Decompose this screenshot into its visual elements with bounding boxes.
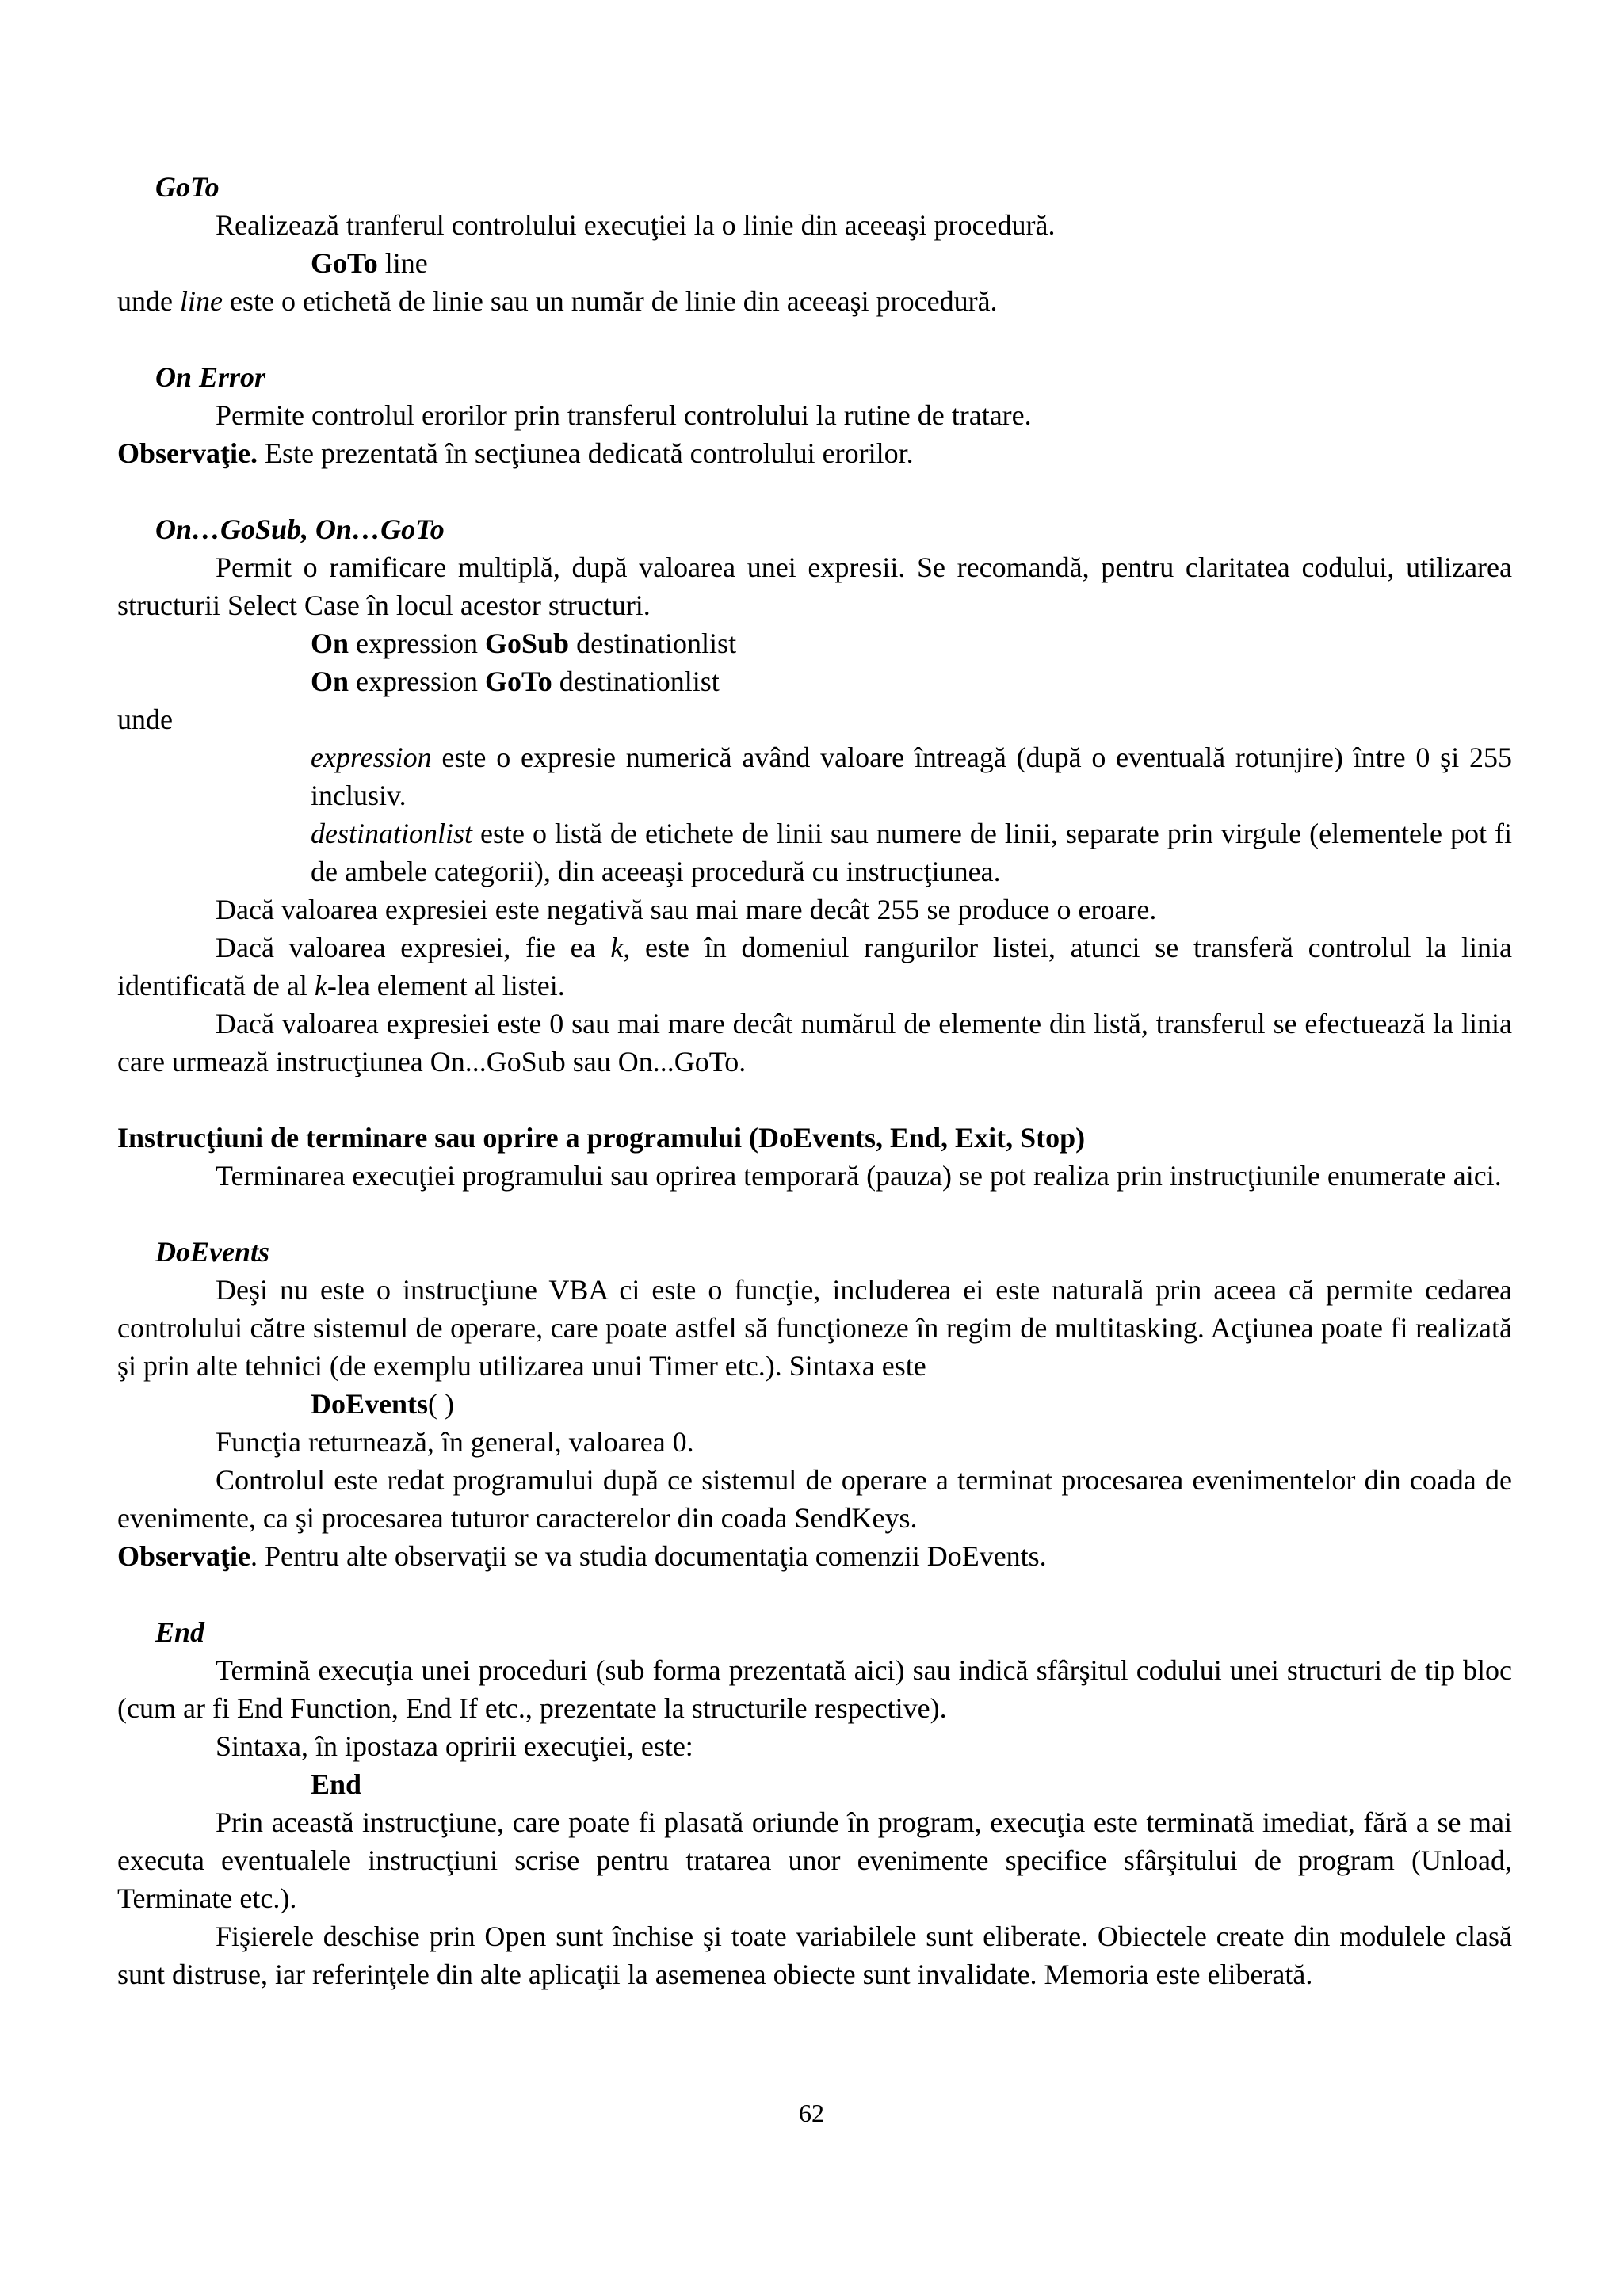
syntax-destinationlist: destinationlist [552,666,720,697]
goto-syntax-keyword: GoTo [311,247,378,279]
doevents-description: Deşi nu este o instrucţiune VBA ci este o funcţie, includerea ei este naturală prin aceea că permite cedarea controlului către sistemul de operare, care poate astfel să funcţioneze în regim de multitasking. Acţiunea poate fi realizată şi prin alte tehnici (de exemplu utilizarea unui Timer etc.). Sintaxa este [117,1274,1512,1382]
onerror-description: Permite controlul erorilor prin transferul controlului la rutine de tratare. [216,399,1032,431]
doevents-observation [117,1537,1512,1575]
termination-description: Terminarea execuţiei programului sau oprirea temporară (pauza) se pot realiza prin instrucţiunile enumerate aici. [216,1160,1502,1192]
ongosub-unde: unde [117,704,173,735]
def-text: este o listă de etichete de linii sau numere de linii, separate prin virgule (elementele pot fi de ambele categorii), din aceeaşi procedură cu instrucţiunea. [311,818,1512,887]
end-syntax [311,1765,1512,1803]
var-k: k [314,970,327,1001]
end-paragraph-2: Prin această instrucţiune, care poate fi plasată oriunde în program, execuţia este terminată imediat, fără a se mai executa eventualele instrucţiuni scrise pentru tratarea unor evenimente specifice sfârşitului de program (Unload, Terminate etc.). [117,1806,1512,1914]
syntax-expression: expression [349,666,485,697]
goto-heading: GoTo [155,171,220,203]
onerror-obs-label: Observaţie. [117,437,258,469]
syntax-keyword: End [311,1768,362,1800]
def-text: este o expresie numerică având valoare întreagă (după o eventuală rotunjire) între 0 şi 255 inclusiv. [311,742,1512,811]
doevents-heading: DoEvents [155,1236,269,1268]
ongosub-paragraph-2 [117,929,1512,1005]
end-heading: End [155,1616,205,1648]
ongosub-heading: On…GoSub, On…GoTo [155,513,445,545]
goto-where-prefix: unde [117,285,180,317]
syntax-expression: expression [349,627,485,659]
goto-where-term: line [179,285,223,317]
text: -lea element al listei. [327,970,565,1001]
syntax-keyword-goto: GoTo [485,666,552,697]
termination-heading: Instrucţiuni de terminare sau oprire a programului (DoEvents, End, Exit, Stop) [117,1122,1086,1154]
page-content [117,168,1512,1993]
goto-syntax-arg: line [377,247,428,279]
doevents-paragraph-1: Funcţia returnează, în general, valoarea 0. [216,1426,694,1458]
ongosub-paragraph-1: Dacă valoarea expresiei este negativă sau mai mare decât 255 se produce o eroare. [216,894,1157,925]
syntax-destinationlist: destinationlist [569,627,737,659]
end-description: Termină execuţia unei proceduri (sub forma prezentată aici) sau indică sfârşitul codului unei structuri de tip bloc (cum ar fi End Function, End If etc., prezentate la structurile respective). [117,1654,1512,1724]
obs-label: Observaţie [117,1540,250,1572]
ongosub-def-destinationlist [311,814,1512,891]
goto-where [117,282,1512,320]
ongosub-syntax-1 [311,624,1512,662]
page-number: 62 [799,2099,824,2127]
syntax-keyword-on: On [311,627,349,659]
def-term: destinationlist [311,818,473,849]
syntax-keyword-on: On [311,666,349,697]
text: Dacă valoarea expresiei, fie ea [216,932,611,963]
syntax-keyword: DoEvents [311,1388,429,1420]
ongosub-description: Permit o ramificare multiplă, după valoarea unei expresii. Se recomandă, pentru claritatea codului, utilizarea structurii Select Case în locul acestor structuri. [117,551,1512,621]
obs-text: . Pentru alte observaţii se va studia documentaţia comenzii DoEvents. [250,1540,1047,1572]
ongosub-syntax-2 [311,662,1512,700]
end-paragraph-1: Sintaxa, în ipostaza opririi execuţiei, este: [216,1730,693,1762]
var-k: k [610,932,624,963]
goto-where-text: este o etichetă de linie sau un număr de linie din aceeaşi procedură. [222,285,998,317]
goto-description: Realizează tranferul controlului execuţiei la o linie din aceeaşi procedură. [216,209,1056,241]
onerror-obs-text: Este prezentată în secţiunea dedicată controlului erorilor. [257,437,914,469]
text: , este în domeniul rangurilor listei, atunci se transferă controlul la linia identificată de al [117,932,1513,1001]
end-paragraph-3: Fişierele deschise prin Open sunt închise şi toate variabilele sunt eliberate. Obiectele create din modulele clasă sunt distruse, iar referinţele din alte aplicaţii la asemenea obiecte sunt invalidate. Memoria este eliberată. [117,1920,1512,1990]
doevents-paragraph-2: Controlul este redat programului după ce sistemul de operare a terminat procesarea evenimentelor din coada de evenimente, ca şi procesarea tuturor caracterelor din coada SendKeys. [117,1464,1512,1534]
onerror-heading: On Error [155,361,266,393]
goto-syntax [311,244,1512,282]
def-term: expression [311,742,432,773]
doevents-syntax [311,1385,1512,1423]
ongosub-paragraph-3: Dacă valoarea expresiei este 0 sau mai mare decât numărul de elemente din listă, transferul se efectuează la linia care urmează instrucţiunea On...GoSub sau On...GoTo. [117,1008,1512,1077]
onerror-observation [117,434,1512,472]
syntax-keyword-gosub: GoSub [485,627,570,659]
syntax-parens: ( ) [428,1388,454,1420]
ongosub-def-expression [311,738,1512,814]
